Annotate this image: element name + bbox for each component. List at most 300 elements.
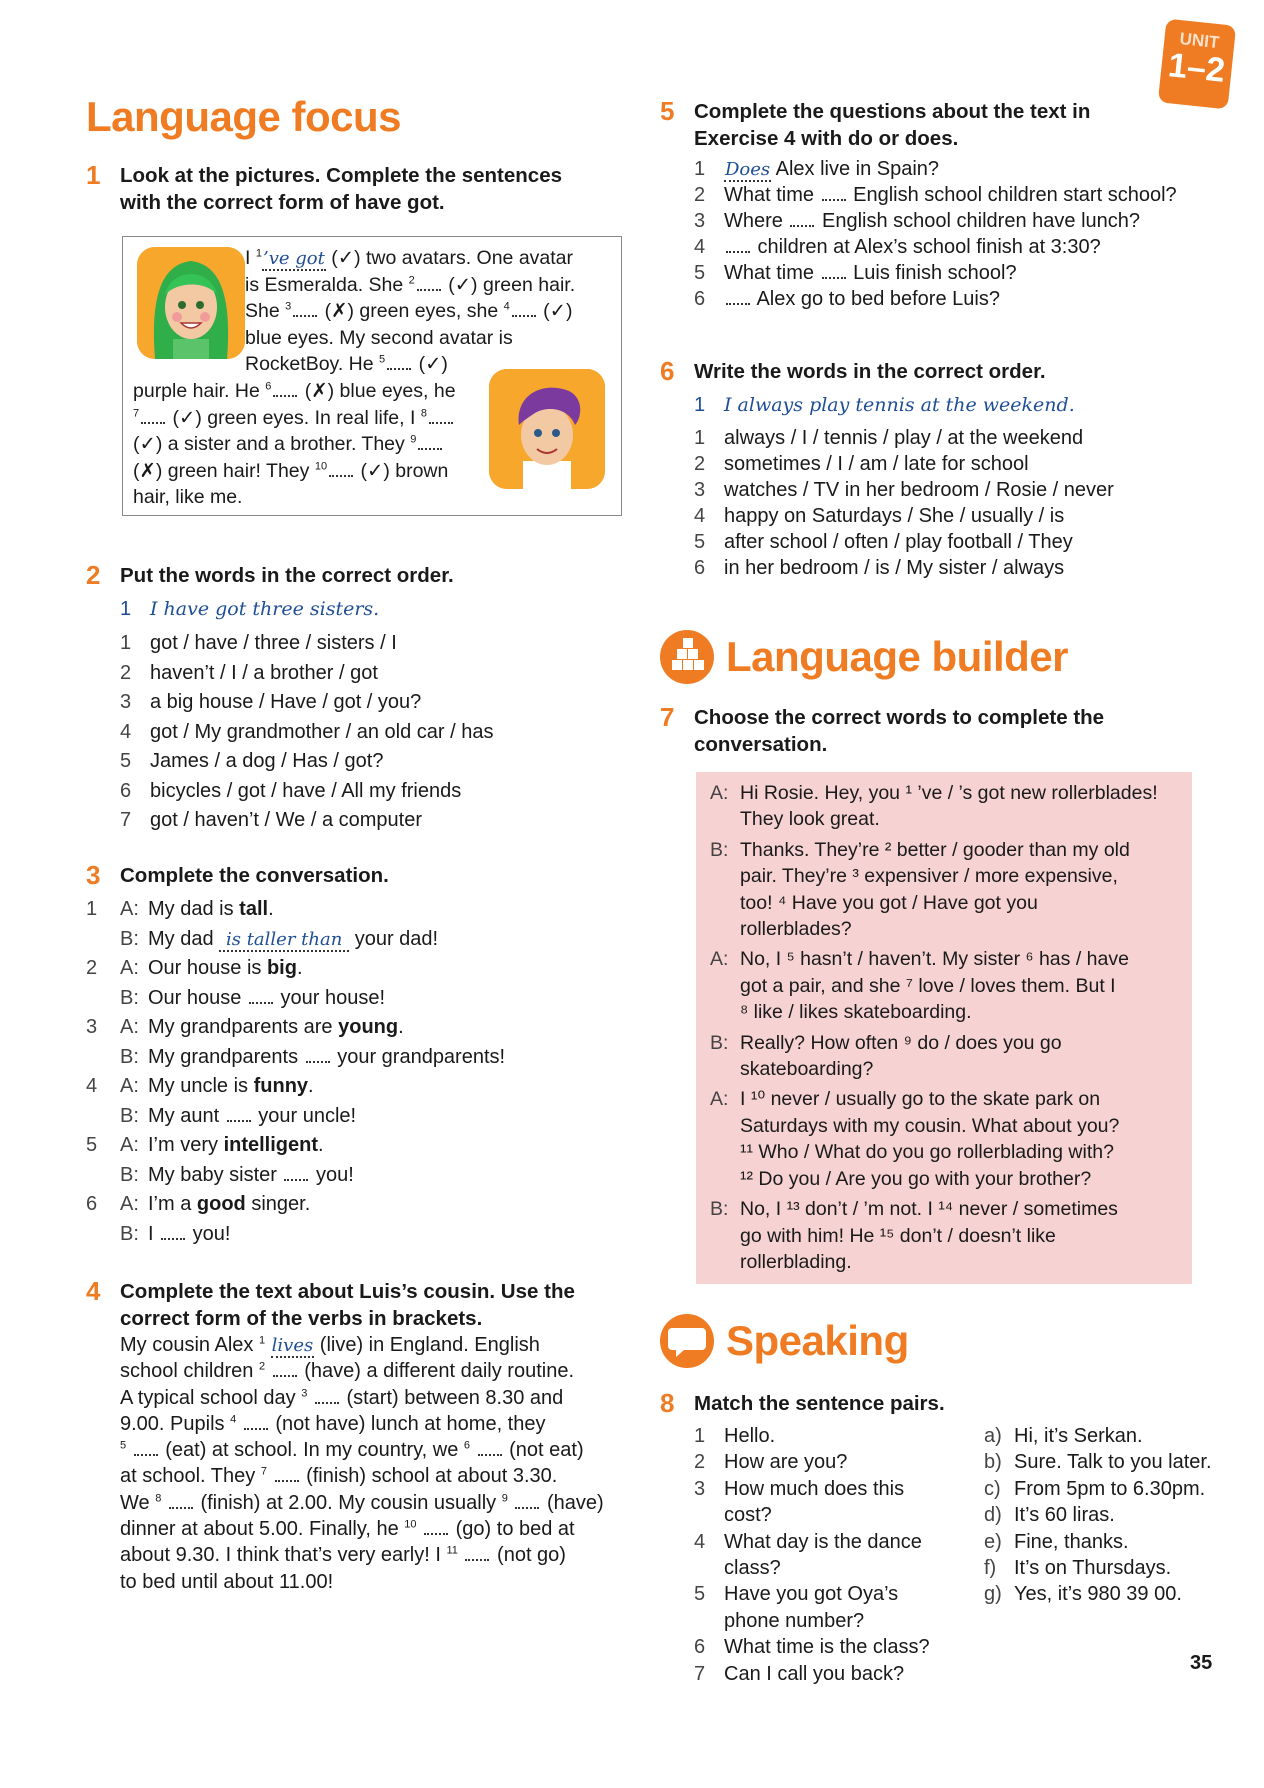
answer-blank xyxy=(275,1470,299,1482)
item-number: 3 xyxy=(694,1477,706,1500)
gap-number: 10 xyxy=(404,1518,417,1531)
response-item xyxy=(984,1555,1234,1581)
item-text: in her bedroom / is / My sister / always xyxy=(724,557,1065,579)
check: (✓) xyxy=(543,300,573,323)
gap-number: 6 xyxy=(463,1439,471,1452)
exercise-3 xyxy=(86,862,626,1249)
text: What time xyxy=(724,262,820,284)
list-item xyxy=(660,529,1228,555)
sentence-item xyxy=(660,1581,950,1634)
turn-line: Saturdays with my cousin. What about you? xyxy=(740,1114,1120,1137)
conversation-pair xyxy=(86,895,626,925)
exercise-instruction-line: correct form of the verbs in brackets. xyxy=(120,1307,483,1330)
item-number: 4 xyxy=(86,1075,98,1097)
conversation-reply xyxy=(86,984,626,1014)
item-text: Fine, thanks. xyxy=(1014,1530,1129,1553)
item-number: 4 xyxy=(694,505,706,527)
speaker-a: A: xyxy=(120,1075,139,1097)
item-text: a big house / Have / got / you? xyxy=(150,691,422,713)
item-letter: d) xyxy=(984,1504,1002,1527)
example-answer: I always play tennis at the weekend. xyxy=(724,394,1075,416)
item-text xyxy=(724,260,1017,286)
item-text xyxy=(724,1661,904,1687)
speaker-b: B: xyxy=(120,1045,139,1068)
check: (✓) xyxy=(331,247,361,269)
conversation-turn xyxy=(696,1030,1192,1083)
item-number: 6 xyxy=(694,557,706,579)
item-number: 3 xyxy=(694,479,706,501)
example-number: 1 xyxy=(120,598,132,620)
text: children at Alex’s school finish at 3:30? xyxy=(752,236,1101,258)
speaker-b: B: xyxy=(120,1104,139,1127)
paragraph-line xyxy=(120,1437,626,1463)
text: (go) to bed at xyxy=(455,1518,575,1541)
exercise-number: 7 xyxy=(660,702,675,732)
list-item xyxy=(86,688,626,718)
adjective: intelligent xyxy=(223,1134,319,1156)
text: your uncle! xyxy=(252,1104,357,1127)
item-number: 2 xyxy=(694,184,706,206)
answer-blank xyxy=(726,241,750,253)
gap-number: 4 xyxy=(230,1413,237,1426)
answer-blank xyxy=(134,1444,158,1456)
sentence-item xyxy=(660,1476,950,1529)
spacer xyxy=(86,1102,120,1132)
item-line: Can I call you back? xyxy=(724,1662,905,1685)
paragraph-line xyxy=(120,1385,626,1411)
conversation-turn xyxy=(696,946,1192,1025)
item-number: 3 xyxy=(694,210,706,232)
turn-text xyxy=(740,1196,1192,1275)
speaker-a: A: xyxy=(120,957,139,979)
list-item xyxy=(660,208,1228,234)
exercise-number: 4 xyxy=(86,1276,101,1306)
spacer xyxy=(86,1043,120,1073)
item-number: 2 xyxy=(86,957,98,979)
answer-blank xyxy=(790,215,814,227)
item-number: 6 xyxy=(120,779,132,802)
text: (not eat) xyxy=(509,1439,584,1462)
text: Luis finish school? xyxy=(847,262,1017,284)
cross: (✗) xyxy=(304,379,335,402)
item-number: 1 xyxy=(694,427,706,449)
conversation-turn xyxy=(696,837,1192,943)
list-item xyxy=(660,477,1228,503)
example-row xyxy=(660,389,1228,421)
gap-number: 5 xyxy=(120,1439,127,1452)
answer-blank xyxy=(169,1497,193,1509)
item-number: 6 xyxy=(86,1193,98,1215)
answer-blank xyxy=(478,1444,502,1456)
check: (✓) xyxy=(133,433,163,456)
list-item xyxy=(660,156,1228,182)
text: (not go) xyxy=(497,1544,566,1567)
turn-text xyxy=(740,780,1192,833)
text: Alex live in Spain? xyxy=(771,158,940,180)
exercise-instruction-line: with the correct form of have got. xyxy=(120,191,445,214)
unit-label: UNIT xyxy=(1178,29,1221,53)
exercise-instruction-line: Complete the text about Luis’s cousin. Use the xyxy=(120,1280,575,1303)
item-text: got / haven’t / We / a computer xyxy=(150,809,422,831)
exercise-number: 3 xyxy=(86,860,101,890)
item-text: after school / often / play football / They xyxy=(724,531,1073,553)
text: . xyxy=(296,957,303,979)
item-text xyxy=(724,1476,904,1529)
conversation-pair xyxy=(86,1072,626,1102)
response-item xyxy=(984,1581,1234,1607)
text: I’m very xyxy=(148,1134,224,1156)
exercise-1 xyxy=(86,162,626,216)
text-line: green hair. xyxy=(482,273,576,296)
item-letter: b) xyxy=(984,1451,1002,1474)
speaking-heading: Speaking xyxy=(726,1317,909,1364)
item-text: sometimes / I / am / late for school xyxy=(724,453,1029,475)
text: (not have) lunch at home, they xyxy=(275,1412,546,1435)
item-text: always / I / tennis / play / at the weekend xyxy=(724,427,1084,449)
item-line: Hello. xyxy=(724,1425,776,1447)
check: (✓) xyxy=(172,406,202,429)
conversation-list xyxy=(86,895,626,1249)
item-text xyxy=(724,1581,898,1634)
item-text xyxy=(724,182,1177,208)
item-text xyxy=(724,286,1000,312)
turn-text xyxy=(740,1030,1192,1083)
item-number: 5 xyxy=(86,1134,98,1156)
answer-blank xyxy=(227,1110,251,1122)
text: (finish) school at about 3.30. xyxy=(306,1465,558,1488)
item-text: got / have / three / sisters / I xyxy=(150,632,397,654)
gap-number: 9 xyxy=(501,1492,508,1505)
speaker-a-line xyxy=(148,1072,314,1102)
answer-blank xyxy=(306,1051,330,1063)
word-order-list xyxy=(86,629,626,836)
text: My baby sister xyxy=(148,1163,283,1186)
speaker-a-line xyxy=(148,1131,324,1161)
answer-blank xyxy=(822,267,846,279)
text: We xyxy=(120,1491,156,1514)
turn-line: ⁸ like / likes skateboarding. xyxy=(740,1001,972,1024)
list-item xyxy=(660,451,1228,477)
spacer xyxy=(86,1220,120,1250)
speaker-a-line xyxy=(148,954,303,984)
text-line: purple hair. He xyxy=(133,379,260,402)
speaker-b-line xyxy=(148,1161,354,1191)
text: My grandparents are xyxy=(148,1016,339,1038)
item-letter: c) xyxy=(984,1477,1001,1500)
speaker-b: B: xyxy=(120,1222,139,1245)
turn-line: I ¹⁰ never / usually go to the skate park on xyxy=(740,1088,1101,1111)
text: (live) in England. English xyxy=(319,1334,540,1356)
text: My cousin Alex xyxy=(120,1334,259,1356)
exercise-instruction: Put the words in the correct order. xyxy=(120,564,454,587)
speaker-b-line xyxy=(148,1220,230,1250)
turn-text xyxy=(740,1086,1192,1192)
text: My dad is xyxy=(148,898,240,920)
text: 9.00. Pupils xyxy=(120,1412,231,1435)
adjective: young xyxy=(338,1016,399,1038)
item-line: How are you? xyxy=(724,1451,848,1474)
gap-number: 1 xyxy=(258,1334,266,1347)
turn-line: Thanks. They’re ² better / gooder than my old xyxy=(740,838,1130,861)
text-line: green hair! They xyxy=(167,459,310,482)
turn-text xyxy=(740,946,1192,1025)
text-line: hair, like me. xyxy=(133,486,243,509)
exercise-4 xyxy=(86,1278,626,1595)
item-number: 1 xyxy=(694,158,706,180)
spacer xyxy=(86,925,120,955)
turn-line: go with him! He ¹⁵ don’t / doesn’t like xyxy=(740,1224,1056,1247)
conversation-turn xyxy=(696,780,1192,833)
item-number: 2 xyxy=(120,661,132,684)
item-line: phone number? xyxy=(724,1609,865,1632)
unit-range: 1–2 xyxy=(1166,46,1227,90)
item-text: It’s on Thursdays. xyxy=(1014,1557,1172,1580)
exercise-7 xyxy=(660,704,1228,758)
item-letter: a) xyxy=(984,1425,1002,1447)
item-text: Yes, it’s 980 39 00. xyxy=(1014,1583,1182,1606)
exercise-instruction-line: Exercise 4 with do or does. xyxy=(694,127,959,150)
answer-blank xyxy=(161,1228,185,1240)
item-number: 1 xyxy=(694,1425,706,1447)
list-item xyxy=(86,806,626,836)
building-blocks-icon xyxy=(660,630,714,684)
answer-1: ’ve got xyxy=(262,248,325,269)
list-item xyxy=(86,659,626,689)
text-line: is Esmeralda. She xyxy=(245,273,404,296)
item-number: 7 xyxy=(694,1662,706,1685)
exercise-instruction: Write the words in the correct order. xyxy=(694,360,1046,383)
answer-blank xyxy=(515,1497,539,1509)
exercise-instruction-line: conversation. xyxy=(694,733,828,756)
paragraph-line xyxy=(120,1516,626,1542)
item-number: 5 xyxy=(694,1583,706,1606)
item-text: happy on Saturdays / She / usually / is xyxy=(724,505,1065,527)
sentence-list-left xyxy=(660,1423,950,1687)
exercise-2 xyxy=(86,562,626,836)
exercise-5 xyxy=(660,98,1228,312)
list-item xyxy=(86,718,626,748)
answer-blank xyxy=(273,1365,297,1377)
text: dinner at about 5.00. Finally, he xyxy=(120,1518,405,1541)
turn-line: No, I ¹³ don’t / ’m not. I ¹⁴ never / sometimes xyxy=(740,1198,1118,1221)
conversation-pair xyxy=(86,954,626,984)
exercise-instruction-line: Complete the questions about the text in xyxy=(694,100,1091,123)
text-i: I xyxy=(245,247,251,269)
paragraph-line xyxy=(120,1332,626,1358)
item-line: Have you got Oya’s xyxy=(724,1583,899,1606)
text: What time xyxy=(724,184,820,206)
speaker-a-line xyxy=(148,1190,310,1220)
item-text: James / a dog / Has / got? xyxy=(150,750,384,772)
word-order-list xyxy=(660,425,1228,581)
answer-blank xyxy=(822,189,846,201)
answer-blank xyxy=(465,1549,489,1561)
turn-line: They look great. xyxy=(740,808,880,831)
speaker-a: A: xyxy=(120,1134,139,1156)
turn-text xyxy=(740,837,1192,943)
text: Where xyxy=(724,210,789,232)
item-text: Hi, it’s Serkan. xyxy=(1014,1425,1143,1447)
list-item xyxy=(660,425,1228,451)
avatar-text-box xyxy=(122,236,622,516)
turn-line: Hi Rosie. Hey, you ¹ ’ve / ’s got new rollerblades! xyxy=(740,782,1158,804)
cross: (✗) xyxy=(133,459,163,482)
page-number: 35 xyxy=(1190,1652,1213,1674)
text-line: blue eyes, he xyxy=(339,379,456,402)
text: My uncle is xyxy=(148,1075,254,1097)
text: (have) a different daily routine. xyxy=(304,1360,575,1383)
gap-number: 2 xyxy=(258,1360,266,1373)
item-number: 6 xyxy=(694,288,706,310)
exercise-instruction-line: Choose the correct words to complete the xyxy=(694,706,1105,729)
adjective: good xyxy=(196,1193,246,1215)
turn-line: ¹¹ Who / What do you go rollerblading with? xyxy=(740,1141,1114,1164)
list-item xyxy=(86,747,626,777)
conversation-turn xyxy=(696,1196,1192,1275)
list-item xyxy=(660,234,1228,260)
list-item xyxy=(660,182,1228,208)
conversation-reply xyxy=(86,1161,626,1191)
speaker-b: B: xyxy=(120,1163,139,1186)
example-answer: I have got three sisters. xyxy=(150,598,380,620)
item-line: What day is the dance xyxy=(724,1530,922,1553)
item-number: 2 xyxy=(694,453,706,475)
item-number: 3 xyxy=(86,1016,98,1038)
list-item xyxy=(86,629,626,659)
speaker-label: B: xyxy=(710,838,729,861)
language-focus-heading: Language focus xyxy=(86,93,402,140)
exercise-instruction-line: Look at the pictures. Complete the sentences xyxy=(120,164,562,187)
turn-line: No, I ⁵ hasn’t / haven’t. My sister ⁶ has / have xyxy=(740,948,1129,971)
list-item xyxy=(660,260,1228,286)
conversation-reply xyxy=(86,1043,626,1073)
exercise-number: 1 xyxy=(86,160,101,190)
text: Alex go to bed before Luis? xyxy=(752,288,1000,310)
text: about 9.30. I think that’s very early! I xyxy=(120,1544,447,1567)
conversation-box xyxy=(696,772,1192,1284)
text: My dad xyxy=(148,927,220,950)
turn-line: rollerblades? xyxy=(740,918,852,941)
paragraph-line xyxy=(120,1411,626,1437)
text: you! xyxy=(187,1222,231,1245)
text-line: two avatars. One avatar xyxy=(366,247,574,269)
text: Our house xyxy=(148,986,247,1009)
list-item xyxy=(660,555,1228,581)
conversation-reply xyxy=(86,1220,626,1250)
text: (start) between 8.30 and xyxy=(346,1386,564,1409)
item-line: What time is the class? xyxy=(724,1636,930,1659)
item-text xyxy=(724,1423,775,1449)
text-line: She xyxy=(245,300,280,323)
exercise-6 xyxy=(660,358,1228,581)
response-item xyxy=(984,1502,1234,1528)
text: I’m a xyxy=(148,1193,197,1215)
item-text: watches / TV in her bedroom / Rosie / never xyxy=(724,479,1114,501)
conversation-turn xyxy=(696,1086,1192,1192)
exercise-instruction: Match the sentence pairs. xyxy=(694,1392,945,1415)
unit-badge xyxy=(1158,19,1236,110)
item-number: 1 xyxy=(120,632,132,654)
text: . xyxy=(318,1134,324,1156)
text: Our house is xyxy=(148,957,267,979)
speaker-a: A: xyxy=(120,1016,139,1038)
example-row xyxy=(86,593,626,625)
exercise-8 xyxy=(660,1390,1228,1687)
item-text: From 5pm to 6.30pm. xyxy=(1014,1477,1206,1500)
item-text: got / My grandmother / an old car / has xyxy=(150,720,494,743)
text: your grandparents! xyxy=(331,1045,506,1068)
exercise-number: 8 xyxy=(660,1388,675,1418)
paragraph-line xyxy=(120,1569,626,1595)
item-line: cost? xyxy=(724,1504,772,1527)
text: (eat) at school. In my country, we xyxy=(165,1439,464,1462)
item-number: 6 xyxy=(694,1636,706,1659)
text-line: blue eyes. My second avatar is xyxy=(245,326,513,349)
spacer xyxy=(86,1161,120,1191)
text: . xyxy=(268,898,274,920)
answer-blank xyxy=(424,1523,448,1535)
item-number: 4 xyxy=(694,236,706,258)
speaker-b-line xyxy=(148,984,385,1014)
adjective: big xyxy=(266,957,297,979)
turn-line: pair. They’re ³ expensiver / more expensive, xyxy=(740,865,1118,888)
item-number: 3 xyxy=(120,691,132,713)
speaker-b-line xyxy=(148,925,438,955)
item-text xyxy=(724,234,1101,260)
list-item xyxy=(660,286,1228,312)
text: A typical school day xyxy=(120,1386,302,1409)
item-text xyxy=(724,1634,930,1660)
text: (finish) at 2.00. My cousin usually xyxy=(200,1491,502,1514)
response-item xyxy=(984,1449,1234,1475)
text-line: green eyes, she xyxy=(359,300,499,323)
sentence-item xyxy=(660,1634,950,1660)
text: singer. xyxy=(245,1193,311,1215)
speaker-label: B: xyxy=(710,1198,729,1221)
item-text xyxy=(724,208,1140,234)
turn-line: too! ⁴ Have you got / Have got you xyxy=(740,891,1038,914)
item-letter: e) xyxy=(984,1530,1002,1553)
item-text xyxy=(724,1449,847,1475)
check: (✓) xyxy=(448,273,478,296)
cross: (✗) xyxy=(324,300,354,323)
turn-line: skateboarding? xyxy=(740,1058,874,1081)
conversation-pair xyxy=(86,1131,626,1161)
answer-blank xyxy=(249,992,273,1004)
sentence-item xyxy=(660,1449,950,1475)
speaker-b: B: xyxy=(120,986,139,1009)
text: My grandparents xyxy=(148,1045,304,1068)
speaker-a: A: xyxy=(120,898,139,920)
answer-blank xyxy=(726,293,750,305)
item-number: 5 xyxy=(694,531,706,553)
text: . xyxy=(308,1075,314,1097)
item-number: 1 xyxy=(86,898,98,920)
list-item xyxy=(86,777,626,807)
question-list xyxy=(660,156,1228,312)
item-line: class? xyxy=(724,1557,781,1580)
turn-line: got a pair, and she ⁷ love / loves them. But I xyxy=(740,974,1116,997)
item-number: 4 xyxy=(120,720,132,743)
answer-example: lives xyxy=(271,1335,314,1356)
turn-line: rollerblading. xyxy=(740,1250,852,1273)
paragraph-line xyxy=(120,1463,626,1489)
text-line: a sister and a brother. They xyxy=(167,433,405,456)
text: I xyxy=(148,1222,160,1245)
item-number: 7 xyxy=(120,809,132,831)
item-text: bicycles / got / have / All my friends xyxy=(150,779,462,802)
conversation-reply xyxy=(86,1102,626,1132)
